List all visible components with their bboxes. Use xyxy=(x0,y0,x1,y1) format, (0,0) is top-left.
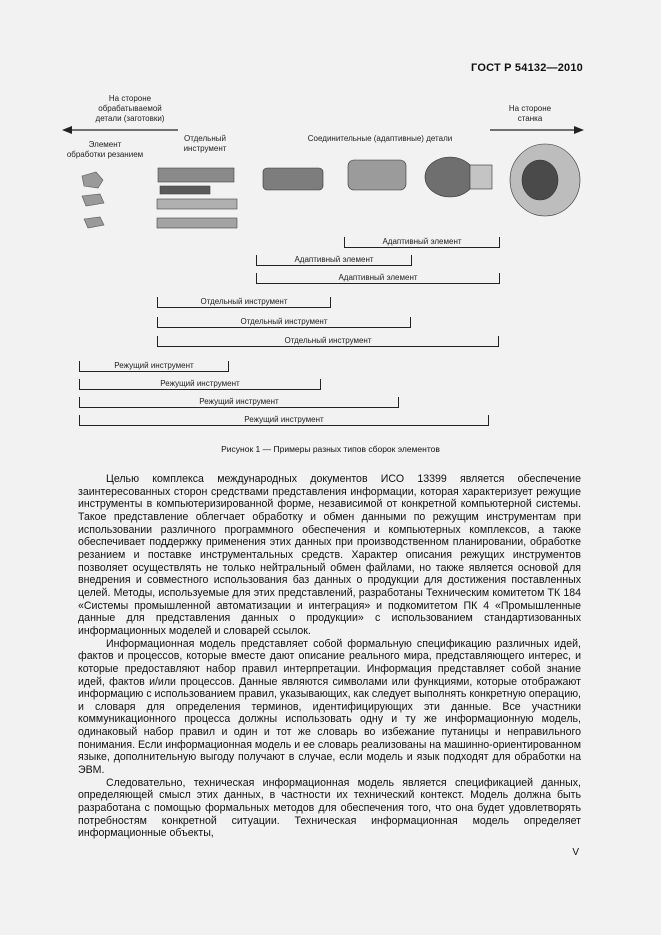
left-arrow-head xyxy=(62,126,72,134)
bar-tool-3: Отдельный инструмент xyxy=(157,336,499,347)
bar-cutting-1: Режущий инструмент xyxy=(79,361,229,372)
bar-cutting-3: Режущий инструмент xyxy=(79,397,399,408)
bar-adaptive-1: Адаптивный элемент xyxy=(344,237,500,248)
single-tool-images xyxy=(157,168,237,228)
label-workpiece-side: На стороне обрабатываемой детали (заготовки) xyxy=(95,94,165,123)
bar-cutting-2: Режущий инструмент xyxy=(79,379,321,390)
label-machine-side: На стороне станка xyxy=(508,104,552,123)
bar-adaptive-3: Адаптивный элемент xyxy=(256,273,500,284)
paragraph-2: Информационная модель представляет собой формальную спецификацию различных идей, фактов и процессов, которые вместе дают описание реального мира, представляющего интерес, и которые предоставляют набор правил интерпретации. Информация представляет собой знание идей, фактов и/или процессов. Данные являются символами или функциями, которые отображают информацию с использованием правил, указывающих, как следует выполнять конкретную операцию, и словаря для определения терминов, идентифицирующих эти данные. Все участники коммуникационного процесса должны использовать одну и ту же информационную модель, одинаковый набор правил и один и тот же словарь во избежание путаницы и неправильного понимания. Если информационная модель и ее словарь реализованы на машинно-ориентированном языке, дополнительную выгоду получают в случае, если модель и язык подходят для обработки на ЭВМ. xyxy=(78,637,582,777)
body-text xyxy=(78,473,581,840)
paragraph-3: Следовательно, техническая информационная модель является спецификацией данных, определяющей смысл этих данных, в частности их технический контекст. Модель должна быть разработана с помощью формальных методов для обеспечения того, что она будет удовлетворять потребностям конкретной ситуации. Техническая информационная модель определяет информационные объекты, xyxy=(78,776,581,840)
page-number: V xyxy=(572,847,579,858)
figure-caption: Рисунок 1 — Примеры разных типов сборок элементов xyxy=(221,444,440,454)
adaptive-part-images xyxy=(263,157,492,197)
bar-adaptive-2: Адаптивный элемент xyxy=(256,255,412,266)
right-arrow-head xyxy=(574,126,584,134)
paragraph-1: Целью комплекса международных документов ИСО 13399 является обеспечение заинтересованных сторон средствами представления информации, которая характеризует режущие инструменты в компьютеризированной форме, независимой от конкретной компьютерной системы. Такое представление облегчает обработку и обмен данными по режущим инструментам при использовании различного программного обеспечения и компьютерных комплексов, а также обеспечивает поддержку применения этих данных при производственном планировании, обработке резанием и поставке инструментальных средств. Характер описания режущих инструментов позволяет осуществлять не только нейтральный обмен файлами, но также является основой для внедрения и совместного использования баз данных о продукции для достижения поставленных целей. Методы, используемые для этих представлений, разработаны Техническим комитетом ТК 184 «Системы промышленной автоматизации и интеграция» и подкомитетом ПК 4 «Промышленные данные для представления данных о продукции» с использованием стандартизованных информационных моделей и словарей ссылок. xyxy=(78,473,581,637)
bar-cutting-4: Режущий инструмент xyxy=(79,415,489,426)
label-adaptive-parts: Соединительные (адаптивные) детали xyxy=(307,134,453,143)
bar-tool-1: Отдельный инструмент xyxy=(157,297,331,308)
machine-spindle-image xyxy=(510,144,580,216)
bar-tool-2: Отдельный инструмент xyxy=(157,317,411,328)
label-single-tool: Отдельный инструмент xyxy=(183,134,227,153)
standard-id: ГОСТ Р 54132—2010 xyxy=(471,62,583,74)
cutting-insert-images xyxy=(82,172,104,228)
label-cutting-element: Элемент обработки резанием xyxy=(66,140,144,159)
